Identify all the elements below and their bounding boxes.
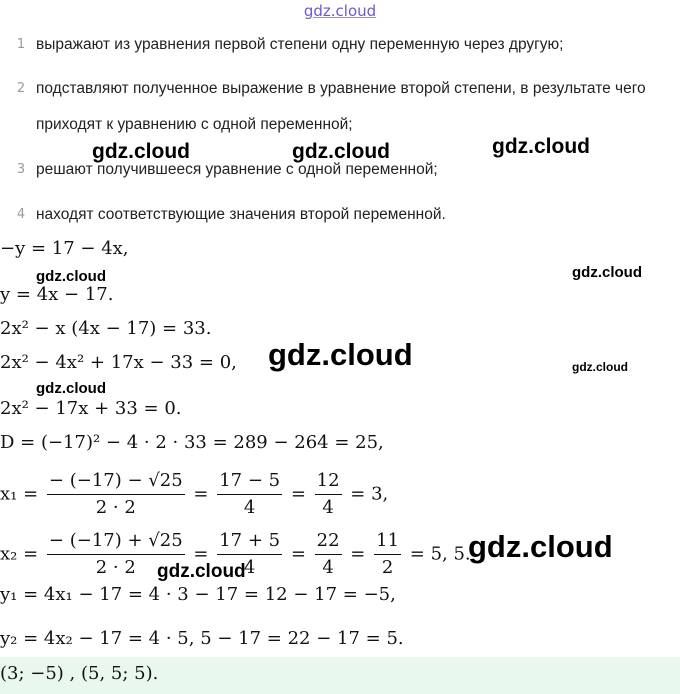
equals-sign: = — [290, 483, 306, 505]
root-x1-lhs: x₁ = — [0, 483, 39, 505]
watermark: gdz.cloud — [36, 268, 106, 285]
equals-sign: = — [290, 543, 306, 565]
equation-line: −y = 17 − 4x, — [0, 238, 129, 259]
fraction-denominator: 4 — [243, 557, 256, 578]
watermark: gdz.cloud — [492, 135, 590, 158]
step-number: 2 — [16, 81, 26, 96]
y2-line: y₂ = 4x₂ − 17 = 4 · 5, 5 − 17 = 22 − 17 = 5. — [0, 628, 404, 649]
fraction — [315, 530, 342, 579]
step-number: 3 — [16, 162, 26, 177]
fraction-denominator: 4 — [322, 497, 334, 518]
site-header-link[interactable]: gdz.cloud — [303, 2, 377, 20]
fraction-numerator: 17 + 5 — [217, 530, 282, 555]
watermark: gdz.cloud — [36, 380, 106, 397]
watermark: gdz.cloud — [92, 140, 190, 163]
watermark: gdz.cloud — [572, 264, 642, 281]
watermark: gdz.cloud — [268, 337, 413, 372]
fraction — [374, 530, 401, 579]
watermark: gdz.cloud — [157, 561, 246, 582]
step-text: решают получившееся уравнение с одной переменной; — [36, 161, 438, 178]
equals-sign: = — [350, 543, 366, 565]
equation-line: 2x² − 4x² + 17x − 33 = 0, — [0, 352, 237, 373]
step-number: 1 — [16, 37, 26, 52]
equation-line: y = 4x − 17. — [0, 284, 114, 305]
fraction-numerator: − (−17) + √25 — [47, 530, 185, 555]
step-number: 4 — [16, 207, 26, 222]
watermark: gdz.cloud — [572, 360, 628, 374]
watermark: gdz.cloud — [292, 140, 390, 163]
root-x2-lhs: x₂ = — [0, 543, 39, 565]
equation-line: 2x² − 17x + 33 = 0. — [0, 398, 182, 419]
fraction-numerator: 11 — [374, 530, 401, 555]
equation-line: 2x² − x (4x − 17) = 33. — [0, 318, 212, 339]
fraction — [315, 470, 342, 519]
root-x1-line — [0, 470, 388, 519]
y1-line: y₁ = 4x₁ − 17 = 4 · 3 − 17 = 12 − 17 = −5, — [0, 584, 396, 605]
fraction — [217, 470, 282, 519]
step-text: находят соответствующие значения второй переменной. — [36, 206, 446, 223]
root-x1-result: = 3, — [350, 483, 389, 505]
fraction-numerator: 17 − 5 — [217, 470, 282, 495]
fraction-denominator: 2 — [381, 557, 394, 578]
watermark: gdz.cloud — [468, 529, 613, 564]
fraction-denominator: 4 — [322, 557, 334, 578]
discriminant-line: D = (−17)² − 4 · 2 · 33 = 289 − 264 = 25, — [0, 432, 384, 453]
equals-sign: = — [193, 543, 209, 565]
step-text: выражают из уравнения первой степени одну переменную через другую; — [36, 36, 564, 53]
answer-line: (3; −5) , (5, 5; 5). — [0, 663, 159, 684]
equals-sign: = — [193, 483, 209, 505]
fraction-denominator: 2 · 2 — [95, 557, 136, 578]
fraction-numerator: 12 — [315, 470, 342, 495]
fraction-numerator: − (−17) − √25 — [47, 470, 185, 495]
fraction-numerator: 22 — [315, 530, 342, 555]
fraction — [47, 470, 185, 519]
fraction-denominator: 2 · 2 — [95, 497, 136, 518]
fraction-denominator: 4 — [243, 497, 256, 518]
root-x2-result: = 5, 5. — [409, 543, 471, 565]
step-text: подставляют полученное выражение в уравнение второй степени, в результате чего приходят к уравнению с одной переменной; — [36, 80, 646, 133]
